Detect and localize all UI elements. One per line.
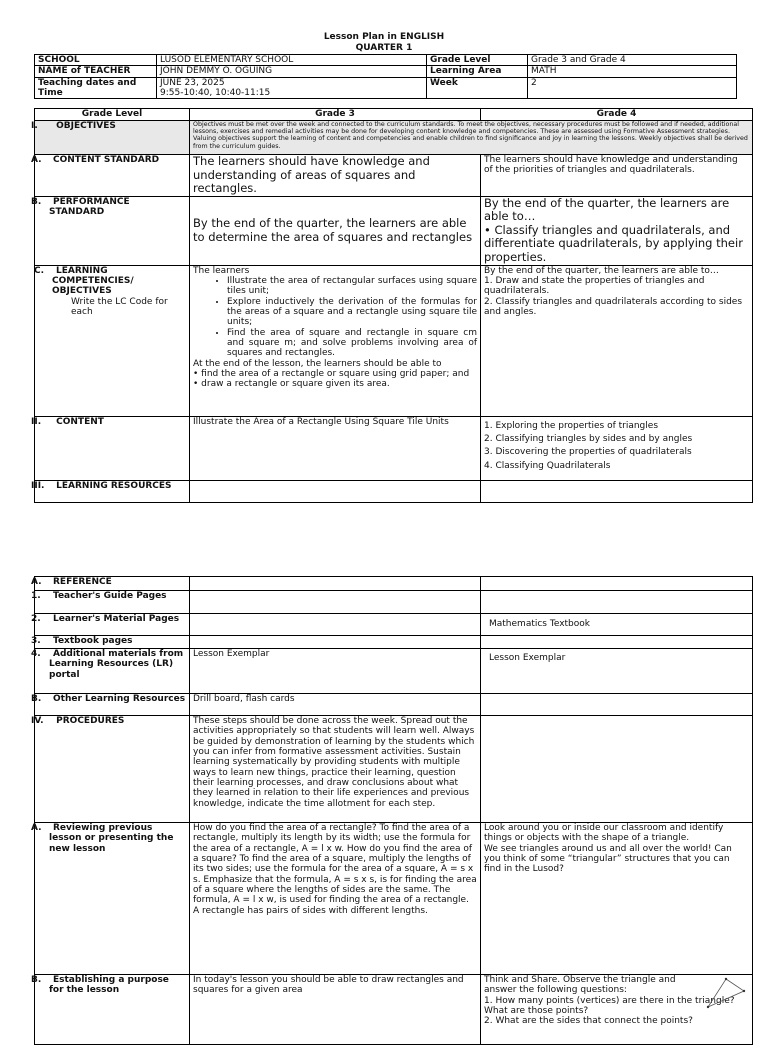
lc-g4-intro: By the end of the quarter, the learners are able to…: [484, 265, 719, 276]
learners-material-num: 2.: [31, 614, 41, 624]
competencies-num: C.: [34, 265, 45, 276]
main-table: [31, 108, 753, 503]
reference-g4: [481, 577, 753, 591]
content-standard-num: A.: [31, 155, 42, 165]
content-num: II.: [31, 416, 42, 427]
other-resources-num: B.: [31, 694, 42, 704]
learners-material-g3: [190, 614, 481, 636]
learners-material-label: [31, 614, 190, 636]
learning-resources-num: III.: [31, 480, 45, 491]
content-standard-text: CONTENT STANDARD: [53, 155, 160, 165]
objectives-num: I.: [31, 121, 38, 131]
lc-g3-end: At the end of the lesson, the learners should be able to: [193, 358, 442, 369]
establishing-g4-p1: Think and Share. Observe the triangle and answer the following questions:: [484, 975, 676, 996]
competencies-g4: [481, 265, 753, 416]
procedures-g3: These steps should be done across the week. Spread out the activities appropriately so that students will learn well. Always be guided by demonstration of learning by the students which you can infer from formative assessment activities. Sustain learning systematically by providing students with multiple ways to learn new things, practice their learning, question their learning processes, and draw conclusions about what they learned in relation to their life experiences and previous knowledge, indicate the time allotment for each step.: [190, 716, 481, 823]
textbook-pages-label: [31, 636, 190, 649]
textbook-pages-g4: [481, 636, 753, 649]
performance-standard-g4: [481, 196, 753, 265]
teachers-guide-g4: [481, 591, 753, 614]
performance-g4-bullet: • Classify triangles and quadrilaterals, and differentiate quadrilaterals, by applying their properties.: [484, 222, 743, 264]
content-standard-label: [31, 155, 190, 197]
content-g4-item: 3. Discovering the properties of quadrilaterals: [484, 447, 692, 458]
competencies-head: [34, 265, 186, 297]
other-resources-g4: [481, 694, 753, 716]
content-g4-item: 4. Classifying Quadrilaterals: [484, 460, 611, 471]
learners-material-text: Learner's Material Pages: [53, 614, 180, 624]
date-value: JUNE 23, 2025: [160, 77, 225, 88]
time-value: 9:55-10:40, 10:40-11:15: [160, 88, 271, 99]
quarter-label: QUARTER 1: [355, 43, 413, 53]
lc-g3-list: [193, 276, 477, 359]
objectives-row-label: [31, 121, 190, 155]
content-text: CONTENT: [56, 416, 104, 427]
other-resources-label: [31, 694, 190, 716]
learning-area-value: MATH: [528, 66, 737, 77]
teachers-guide-label: [31, 591, 190, 614]
learning-resources-g3: [190, 480, 481, 502]
procedures-g4: [481, 716, 753, 823]
performance-standard-text: PERFORMANCE STANDARD: [49, 196, 130, 218]
reviewing-label: [31, 823, 190, 975]
reviewing-g4-p1: Look around you or inside our classroom and identify things or objects with the shape of a triangle.: [484, 823, 724, 844]
performance-standard-g3: By the end of the quarter, the learners are able to determine the area of squares and rectangles: [190, 196, 481, 265]
teachers-guide-text: Teacher's Guide Pages: [53, 591, 167, 601]
reference-label: [31, 577, 190, 591]
lc-g4-item2: 2. Classify triangles and quadrilaterals according to sides and angles.: [484, 296, 743, 317]
learning-area-label: Learning Area: [427, 66, 528, 77]
reviewing-g4: [481, 823, 753, 975]
competencies-label: [35, 265, 190, 416]
performance-g4-intro: By the end of the quarter, the learners are able to…: [484, 195, 730, 224]
content-standard-g4: The learners should have knowledge and understanding of the priorities of triangles and quadrilaterals.: [481, 155, 753, 197]
reference-g3: [190, 577, 481, 591]
lc-g3-end1: • find the area of a rectangle or square using grid paper; and: [193, 368, 470, 379]
establishing-g4-p2: 1. How many points (vertices) are there in the triangle? What are those points?: [484, 995, 735, 1017]
content-g3: Illustrate the Area of a Rectangle Using Square Tile Units: [190, 416, 481, 480]
school-label: SCHOOL: [35, 55, 157, 66]
additional-materials-num: 4.: [31, 649, 41, 659]
additional-materials-label: [31, 649, 190, 694]
week-label: Week: [427, 77, 528, 99]
reference-num: A.: [31, 577, 42, 587]
col-grade4: Grade 4: [481, 109, 753, 121]
learning-resources-g4: [481, 480, 753, 502]
lc-g3-item: • Illustrate the area of rectangular surfaces using square tiles unit;: [227, 276, 477, 297]
content-g4: [481, 416, 753, 480]
objectives-label: OBJECTIVES: [56, 121, 116, 131]
objectives-note: Objectives must be met over the week and connected to the curriculum standards. To meet the objectives, necessary procedures must be followed and if needed, additional lessons, exercises and remedial activities may be done for developing content knowledge and competencies. These are assessed using Formative Assessment strategies. Valuing objectives support the learning of content and competencies and enable children to find significance and joy in learning the lessons. Weekly objectives shall be derived from the curriculum guides.: [190, 121, 753, 155]
col-grade3: Grade 3: [190, 109, 481, 121]
dates-cell: [157, 77, 427, 99]
textbook-pages-text: Textbook pages: [53, 636, 133, 646]
learners-material-g4: Mathematics Textbook: [481, 614, 753, 636]
school-value: LUSOD ELEMENTARY SCHOOL: [157, 55, 427, 66]
lc-g4-item1: 1. Draw and state the properties of triangles and quadrilaterals.: [484, 275, 705, 297]
establishing-g3: In today's lesson you should be able to draw rectangles and squares for a given area: [190, 975, 481, 1045]
textbook-pages-g3: [190, 636, 481, 649]
grade-level-label: Grade Level: [427, 55, 528, 66]
additional-materials-g4: Lesson Exemplar: [481, 649, 753, 694]
second-table: [31, 576, 753, 1045]
other-resources-g3: Drill board, flash cards: [190, 694, 481, 716]
col-grade-level: Grade Level: [35, 109, 190, 121]
establishing-text: Establishing a purpose for the lesson: [49, 975, 169, 996]
lc-g3-end2: • draw a rectangle or square given its area.: [193, 379, 390, 390]
establishing-label: [31, 975, 190, 1045]
performance-standard-label: [31, 196, 190, 265]
procedures-num: IV.: [31, 716, 44, 726]
dates-label: Teaching dates and Time: [35, 77, 157, 99]
learning-resources-label: [31, 480, 190, 502]
reviewing-g3: How do you find the area of a rectangle? To find the area of a rectangle, multiply its length by its width; use the formula for the area of a rectangle, A = l x w. How do you find the area of a square? To find the area of a square, multiply the lengths of its two sides; use the formula for the area of a square, A = s x s. Emphasize that the formula, A = s x s, is for finding the area of a square where the lengths of sides are the same. The formula, A = l x w, is used for finding the area of a rectangle. A rectangle has pairs of sides with different lengths.: [190, 823, 481, 975]
lc-g3-item: • Explore inductively the derivation of the formulas for the areas of a square and a rectangle using square tile units;: [227, 297, 477, 328]
teachers-guide-g3: [190, 591, 481, 614]
reviewing-num: A.: [31, 823, 42, 833]
document-title: Lesson Plan in ENGLISH: [323, 32, 445, 42]
other-resources-text: Other Learning Resources: [53, 694, 186, 704]
competencies-text: LEARNING COMPETENCIES/ OBJECTIVES: [52, 265, 134, 297]
teachers-guide-num: 1.: [31, 591, 41, 601]
info-table: [34, 54, 737, 99]
establishing-g4-p3: 2. What are the sides that connect the points?: [484, 1016, 693, 1027]
reviewing-text: Reviewing previous lesson or presenting the new lesson: [49, 823, 174, 854]
content-g4-item: 1. Exploring the properties of triangles: [484, 420, 659, 431]
content-label: [31, 416, 190, 480]
reference-text: REFERENCE: [53, 577, 112, 587]
textbook-pages-num: 3.: [31, 636, 41, 646]
competencies-g3: [190, 265, 481, 416]
establishing-num: B.: [31, 975, 42, 985]
establishing-g4: [481, 975, 753, 1045]
teacher-value: JOHN DEMMY O. OGUING: [157, 66, 427, 77]
week-value: 2: [528, 77, 737, 99]
competencies-sub: Write the LC Code for each: [71, 296, 168, 317]
grade-level-value: Grade 3 and Grade 4: [528, 55, 737, 66]
triangle-figure: [706, 977, 748, 1011]
procedures-text: PROCEDURES: [56, 716, 125, 726]
lc-g3-item: • Find the area of square and rectangle in square cm and square m; and solve problems involving area of squares and rectangles.: [227, 328, 477, 359]
procedures-label: [31, 716, 190, 823]
learning-resources-text: LEARNING RESOURCES: [56, 480, 172, 491]
additional-materials-text: Additional materials from Learning Resources (LR) portal: [49, 649, 184, 680]
lc-g3-intro: The learners: [193, 265, 250, 276]
reviewing-g4-p2: We see triangles around us and all over the world! Can you think of some “triangular” structures that you can find in the Lusod?: [484, 843, 732, 875]
performance-standard-num: B.: [31, 196, 42, 207]
content-standard-g3: The learners should have knowledge and understanding of areas of squares and rectangles.: [190, 155, 481, 197]
additional-materials-g3: Lesson Exemplar: [190, 649, 481, 694]
content-g4-item: 2. Classifying triangles by sides and by angles: [484, 433, 693, 444]
teacher-label: NAME of TEACHER: [35, 66, 157, 77]
